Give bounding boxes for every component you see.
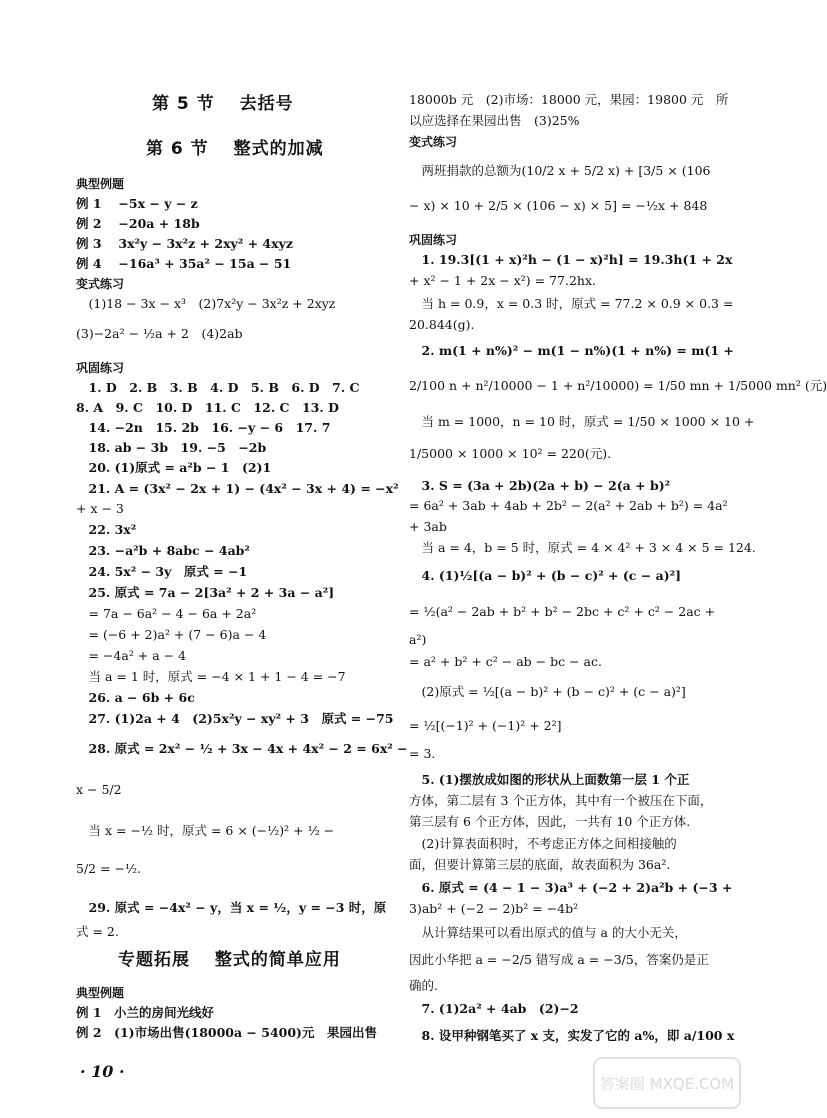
example-4: 例 4 −16a³ + 35a² − 15a − 51 xyxy=(76,256,292,271)
answer-line: 4. (1)½[(a − b)² + (b − c)² + (c − a)²] xyxy=(409,568,681,583)
section-5-title: 第 5 节 去括号 xyxy=(152,94,294,114)
answer-line: 8. A 9. C 10. D 11. C 12. C 13. D xyxy=(76,400,339,415)
right-column xyxy=(385,0,827,1118)
answer-line: 2/100 n + n²/10000 − 1 + n²/10000) = 1/50 mn + 1/5000 mn² (元) xyxy=(409,378,827,393)
answer-line: = −4a² + a − 4 xyxy=(76,648,187,663)
heading-variant: 变式练习 xyxy=(76,277,125,291)
answer-line: 8. 设甲种钢笔买了 x 支，实发了它的 a%，即 a/100 x xyxy=(409,1028,735,1043)
answer-line: (3)−2a² − ½a + 2 (4)2ab xyxy=(76,326,243,341)
answer-line: 20.844(g). xyxy=(409,317,475,332)
answer-line: 式 = 2. xyxy=(76,924,119,939)
answer-line: − x) × 10 + 2/5 × (106 − x) × 5] = −½x + 848 xyxy=(409,198,708,213)
answer-line: 2. m(1 + n%)² − m(1 − n%)(1 + n%) = m(1 + xyxy=(409,343,734,358)
answer-line: 3)ab² + (−2 − 2)b² = −4b² xyxy=(409,901,579,916)
topic-title: 专题拓展 整式的简单应用 xyxy=(118,950,341,970)
answer-line: (2)计算表面积时，不考虑正方体之间相接触的 xyxy=(409,836,677,851)
answer-line: 27. (1)2a + 4 (2)5x²y − xy² + 3 原式 = −75 xyxy=(76,711,394,726)
heading-variant-2: 变式练习 xyxy=(409,135,458,149)
answer-line: 从计算结果可以看出原式的值与 a 的大小无关， xyxy=(409,925,687,940)
answer-line: = a² + b² + c² − ab − bc − ac. xyxy=(409,654,602,669)
answer-line: + 3ab xyxy=(409,519,447,534)
answer-line: 1/5000 × 1000 × 10² = 220(元). xyxy=(409,446,612,461)
answer-line: 面，但要计算第三层的底面，故表面积为 36a². xyxy=(409,857,671,872)
answer-line: 因此小华把 a = −2/5 错写成 a = −3/5，答案仍是正 xyxy=(409,952,709,967)
answer-line: 3. S = (3a + 2b)(2a + b) − 2(a + b)² xyxy=(409,478,671,493)
answer-line: 23. −a²b + 8abc − 4ab² xyxy=(76,543,250,558)
answer-line: 28. 原式 = 2x² − ½ + 3x − 4x + 4x² − 2 = 6x² − xyxy=(76,741,408,756)
answer-line: (2)原式 = ½[(a − b)² + (b − c)² + (c − a)²] xyxy=(409,684,686,699)
answer-line: 18000b 元 (2)市场：18000 元，果园：19800 元 所 xyxy=(409,92,729,107)
answer-line: 20. (1)原式 = a²b − 1 (2)1 xyxy=(76,460,272,475)
answer-line: 方体，第二层有 3 个正方体，其中有一个被压在下面， xyxy=(409,793,713,808)
answer-line: 当 m = 1000，n = 10 时，原式 = 1/50 × 1000 × 10 + xyxy=(409,414,755,429)
answer-line: = 6a² + 3ab + 4ab + 2b² − 2(a² + 2ab + b²) = 4a² xyxy=(409,498,728,513)
heading-consolidate-2: 巩固练习 xyxy=(409,233,458,247)
heading-typical-2: 典型例题 xyxy=(76,986,125,1000)
answer-line: 29. 原式 = −4x² − y，当 x = ½，y = −3 时，原 xyxy=(76,900,387,915)
answer-line: = 7a − 6a² − 4 − 6a + 2a² xyxy=(76,606,257,621)
answer-line: 6. 原式 = (4 − 1 − 3)a³ + (−2 + 2)a²b + (−3 + xyxy=(409,880,733,895)
answer-line: 5/2 = −½. xyxy=(76,861,142,876)
answer-line: 5. (1)摆放成如图的形状从上面数第一层 1 个正 xyxy=(409,772,690,787)
heading-consolidate: 巩固练习 xyxy=(76,361,125,375)
answer-line: 1. D 2. B 3. B 4. D 5. B 6. D 7. C xyxy=(76,380,360,395)
answer-line: 两班捐款的总额为(10/2 x + 5/2 x) + [3/5 × (106 xyxy=(409,163,711,178)
answer-line: 22. 3x² xyxy=(76,522,137,537)
answer-line: + x² − 1 + 2x − x²) = 77.2hx. xyxy=(409,273,596,288)
answer-line: 21. A = (3x² − 2x + 1) − (4x² − 3x + 4) = −x² xyxy=(76,481,399,496)
topic-example-1: 例 1 小兰的房间光线好 xyxy=(76,1005,215,1020)
answer-line: = ½(a² − 2ab + b² + b² − 2bc + c² + c² − 2ac + xyxy=(409,604,716,619)
topic-example-2: 例 2 (1)市场出售(18000a − 5400)元 果园出售 xyxy=(76,1025,377,1040)
example-2: 例 2 −20a + 18b xyxy=(76,216,200,231)
watermark-text: 答案圈 MXQE.COM xyxy=(599,1075,735,1093)
section-6-title: 第 6 节 整式的加减 xyxy=(146,139,324,159)
answer-line: 确的. xyxy=(409,978,438,993)
answer-line: 第三层有 6 个正方体，因此，一共有 10 个正方体. xyxy=(409,814,691,829)
answer-line: = 3. xyxy=(409,746,436,761)
example-3: 例 3 3x²y − 3x²z + 2xy² + 4xyz xyxy=(76,236,293,251)
answer-line: = (−6 + 2)a² + (7 − 6)a − 4 xyxy=(76,627,267,642)
answer-line: 14. −2n 15. 2b 16. −y − 6 17. 7 xyxy=(76,420,331,435)
example-1: 例 1 −5x − y − z xyxy=(76,196,198,211)
heading-typical: 典型例题 xyxy=(76,177,125,191)
answer-line: 当 a = 4，b = 5 时，原式 = 4 × 4² + 3 × 4 × 5 = 124. xyxy=(409,540,756,555)
answer-line: 18. ab − 3b 19. −5 −2b xyxy=(76,440,267,455)
answer-line: 当 a = 1 时，原式 = −4 × 1 + 1 − 4 = −7 xyxy=(76,669,346,684)
answer-line: = ½[(−1)² + (−1)² + 2²] xyxy=(409,718,562,733)
answer-line: 25. 原式 = 7a − 2[3a² + 2 + 3a − a²] xyxy=(76,585,335,600)
answer-line: (1)18 − 3x − x³ (2)7x²y − 3x²z + 2xyz xyxy=(76,296,336,311)
answer-line: 以应选择在果园出售 (3)25% xyxy=(409,113,580,128)
answer-line: 24. 5x² − 3y 原式 = −1 xyxy=(76,564,248,579)
answer-line: 1. 19.3[(1 + x)²h − (1 − x)²h] = 19.3h(1 + 2x xyxy=(409,252,733,267)
watermark-logo xyxy=(592,1056,742,1110)
answer-line: 当 x = −½ 时，原式 = 6 × (−½)² + ½ − xyxy=(76,823,335,838)
page-number: · 10 · xyxy=(80,1062,125,1081)
answer-line: + x − 3 xyxy=(76,501,124,516)
answer-line: 7. (1)2a² + 4ab (2)−2 xyxy=(409,1001,579,1016)
answer-line: a²) xyxy=(409,632,427,647)
answer-line: 当 h = 0.9，x = 0.3 时，原式 = 77.2 × 0.9 × 0.3 = xyxy=(409,296,734,311)
answer-line: 26. a − 6b + 6c xyxy=(76,690,195,705)
left-column xyxy=(0,0,408,1118)
answer-line: x − 5/2 xyxy=(76,782,122,797)
